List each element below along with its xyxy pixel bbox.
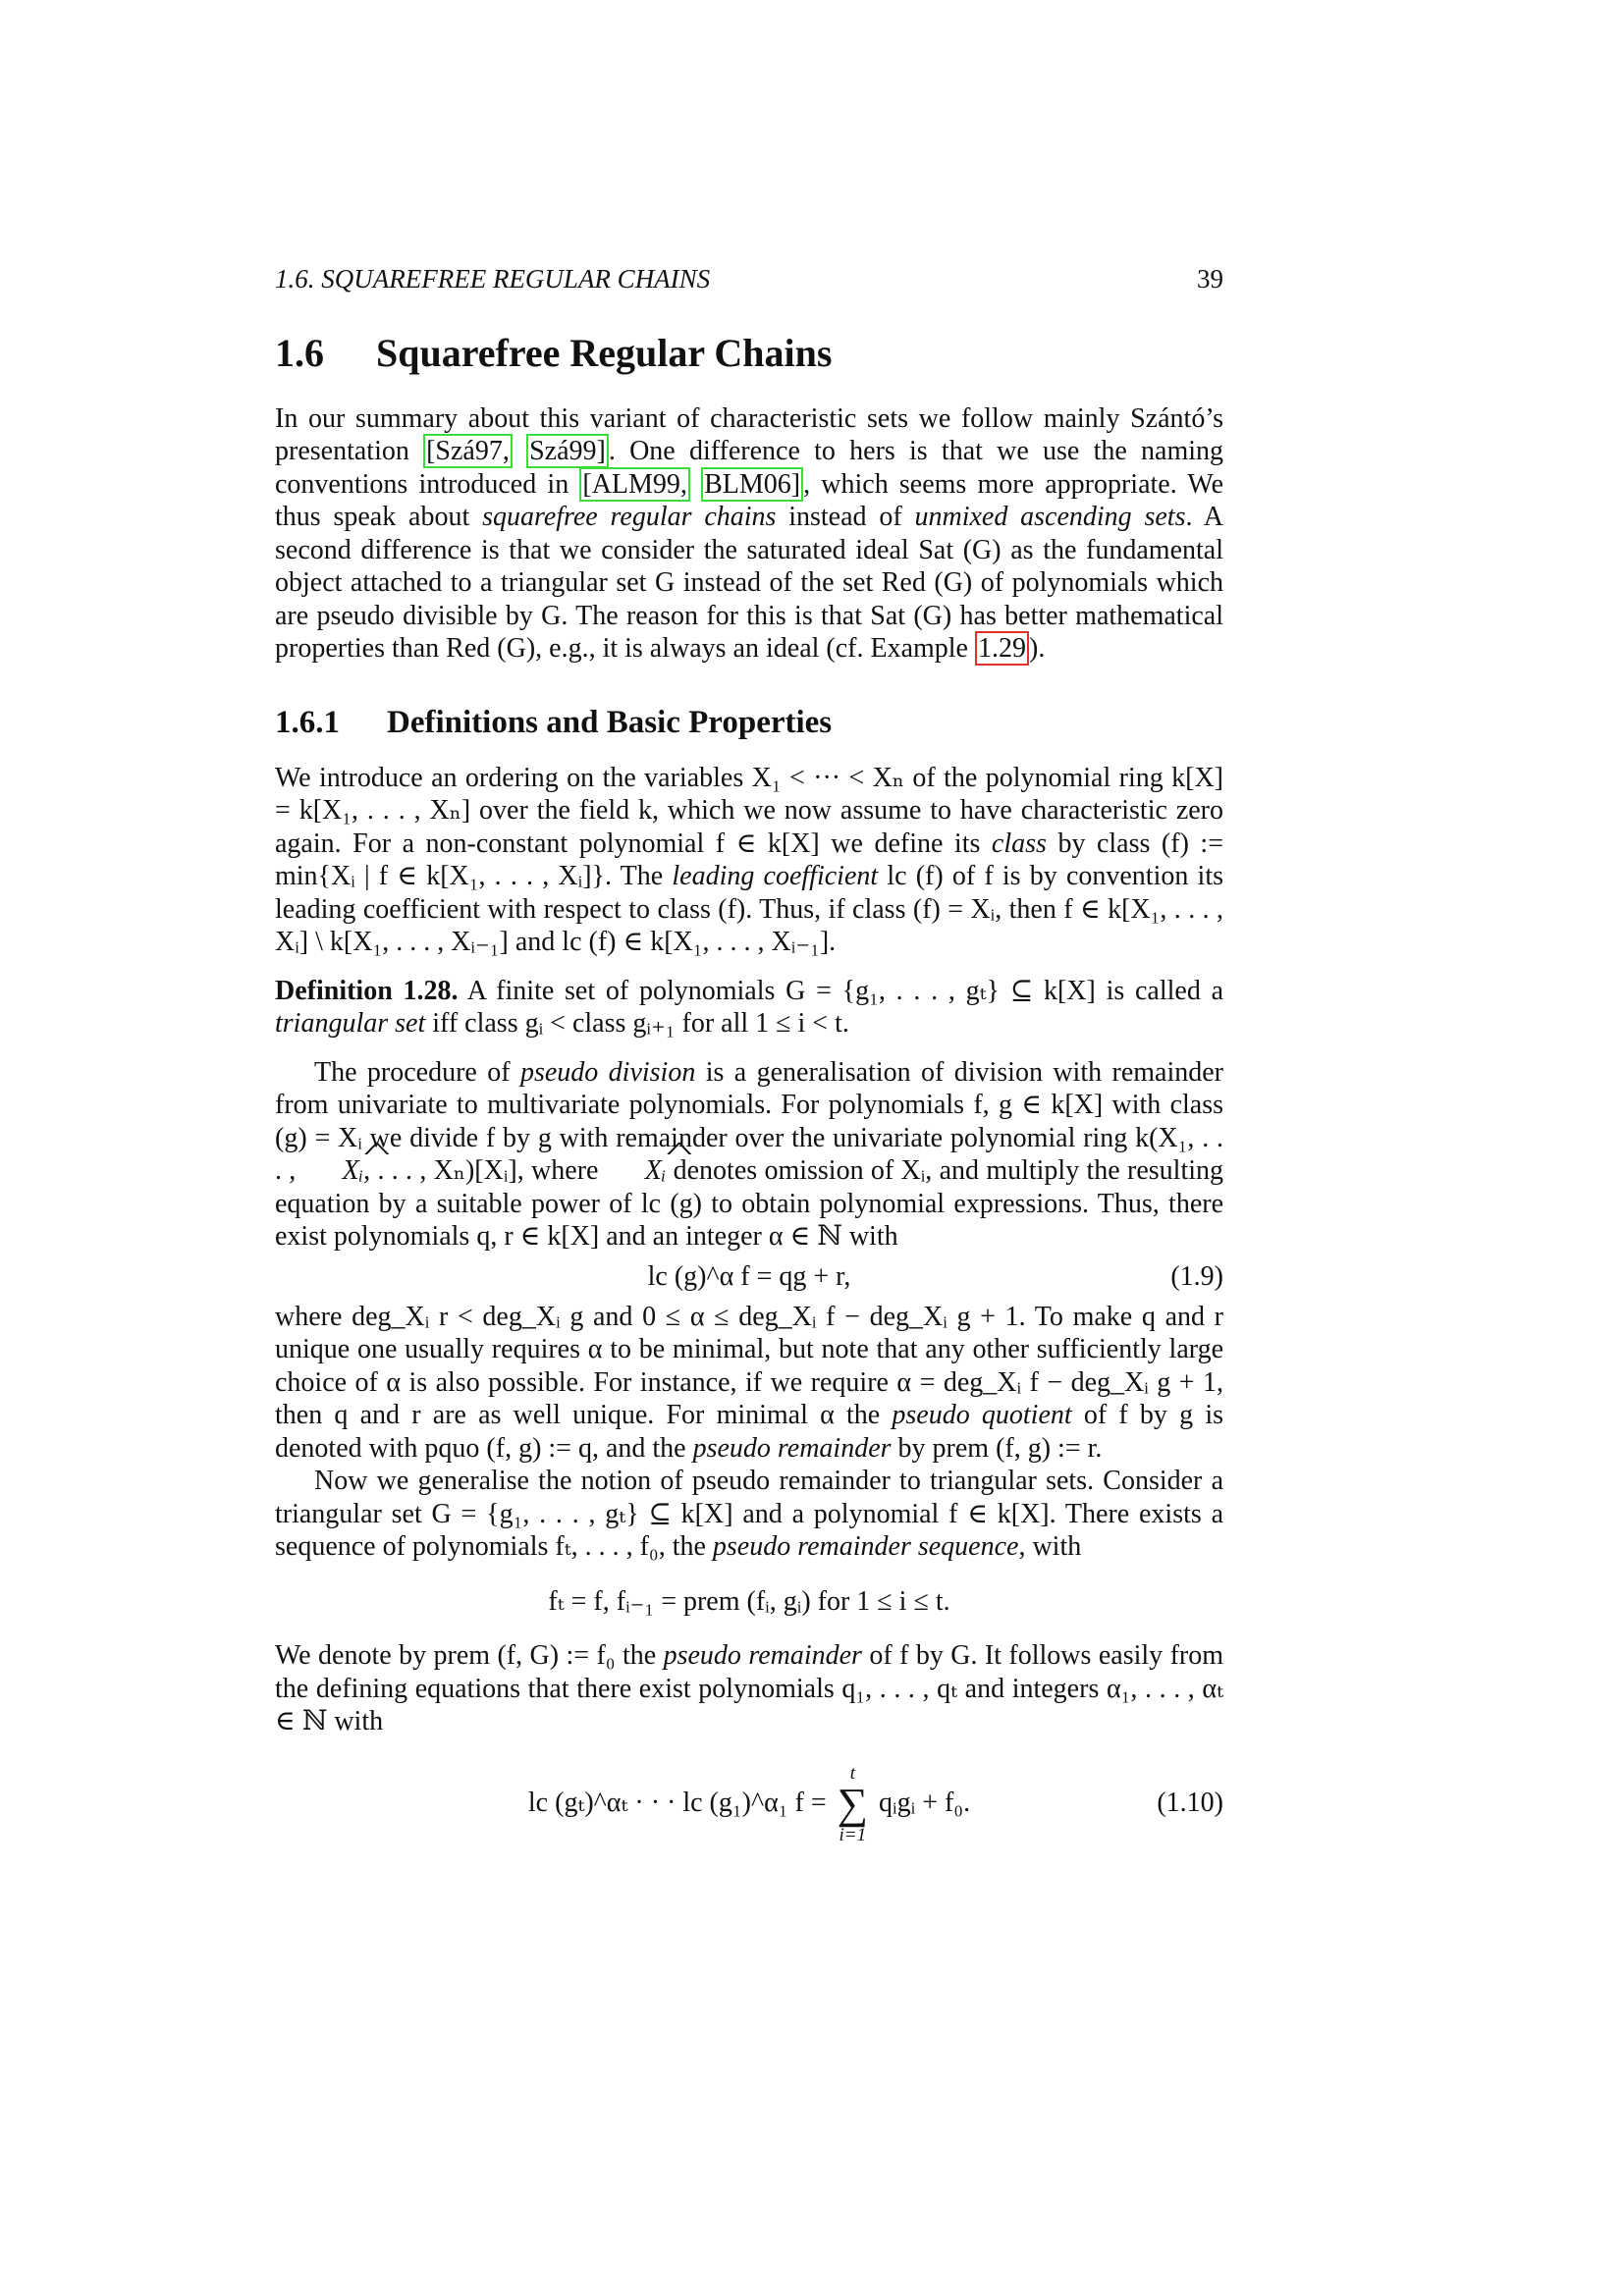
emphasis: pseudo quotient (892, 1400, 1072, 1430)
emphasis: leading coefficient (672, 861, 879, 891)
text-run: We introduce an ordering on the variables X₁ < ··· < Xₙ of the polynomial ring k[X] = k[X₁, . . . , Xₙ] over the field k, which we now assume to have characteristic zero again. For a non-constant polynomial f ∈ k[X] we define its (275, 762, 1223, 859)
text-run: where deg_Xᵢ r < deg_Xᵢ g and 0 ≤ α ≤ deg_Xᵢ f − deg_Xᵢ g + 1. To make q and r unique one usually requires α to be minimal, but note that any other sufficiently large choice of α is also possible. For instance, if we require α = deg_Xᵢ f − deg_Xᵢ g + 1, then q and r are as well unique. For minimal α the (275, 1301, 1223, 1430)
subsection-heading (275, 703, 1223, 742)
text-run: A finite set of polynomials G = {g₁, . . . , gₜ} ⊆ k[X] is called a (458, 975, 1224, 1006)
example-link[interactable]: 1.29 (975, 631, 1029, 666)
subsection-title: Definitions and Basic Properties (387, 704, 833, 740)
ordering-paragraph (275, 762, 1223, 959)
citation-link[interactable]: BLM06] (701, 467, 803, 502)
text-run: We denote by prem (f, G) := f₀ the (275, 1640, 664, 1671)
prem-definition-paragraph (275, 1639, 1223, 1738)
remainder-sequence-paragraph (275, 1465, 1223, 1564)
definition-block (275, 975, 1223, 1041)
sum-lower-limit: i=1 (839, 1825, 867, 1846)
text-run: In our summary about this variant of characteristic sets we follow mainly Szántó’s presentation (275, 402, 1223, 466)
pseudo-division-paragraph (275, 1056, 1223, 1254)
omitted-variable: ^ Xᵢ (606, 1154, 667, 1188)
text-run: of f by G. It follows easily from the defining equations that there exist polynomials q₁, . . . , qₜ and integers α₁, . . . , αₜ ∈ ℕ with (275, 1640, 1223, 1736)
equation-1-9 (275, 1257, 1223, 1297)
text-run: . A second difference is that we consider the saturated ideal Sat (G) as the fundamental object attached to a triangular set G instead of the set Red (G) of polynomials which are pseudo divisible by G. The reason for this is that Sat (G) has better mathematical properties than Red (G), e.g., it is always an ideal (cf. Example (275, 502, 1223, 664)
text-run: by class (f) := min{Xᵢ | f ∈ k[X₁, . . . , Xᵢ]}. The (275, 828, 1223, 891)
subsection-number: 1.6.1 (275, 704, 340, 740)
summation (838, 1764, 868, 1844)
equation-lhs: lc (gₜ)^αₜ · · · lc (g₁)^α₁ f = (527, 1787, 834, 1818)
citation-link[interactable]: [ALM99, (579, 467, 690, 502)
emphasis: squarefree regular chains (482, 502, 777, 532)
section-title: Squarefree Regular Chains (376, 330, 833, 375)
emphasis: pseudo remainder sequence (712, 1531, 1019, 1562)
degree-bounds-paragraph (275, 1301, 1223, 1466)
text-run: is a generalisation of division with remainder from univariate to multivariate polynomials. For polynomials f, g ∈ k[X] with class (g) = Xᵢ we divide f by g with remainder over the univariate polynomial ring k(X₁, . . . , (275, 1056, 1223, 1186)
text-run: , with (1018, 1531, 1082, 1562)
page-number: 39 (1197, 264, 1223, 294)
text-run: . One difference to hers is that we use the naming conventions introduced in (275, 436, 1223, 500)
text-run: , which seems more appropriate. We thus speak about (275, 468, 1224, 532)
emphasis: unmixed ascending sets (914, 502, 1186, 532)
text-run: lc (f) of f is by convention its leading coefficient with respect to class (f). Thus, if class (f) = Xᵢ, then f ∈ k[X₁, . . . , Xᵢ] \ k[X₁, . . . , Xᵢ₋₁] and lc (f) ∈ k[X₁, . . . , Xᵢ₋₁]. (275, 861, 1223, 957)
emphasis: pseudo division (519, 1056, 696, 1088)
remainder-sequence-display: fₜ = f, fᵢ₋₁ = prem (fᵢ, gᵢ) for 1 ≤ i ≤ t. (548, 1585, 950, 1617)
text-run: Now we generalise the notion of pseudo remainder to triangular sets. Consider a triangular set G = {g₁, . . . , gₜ} ⊆ k[X] and a polynomial f ∈ k[X]. There exists a sequence of polynomials fₜ, . . . , f₀, the (275, 1466, 1223, 1562)
equation-rhs: qᵢgᵢ + f₀. (872, 1787, 971, 1818)
running-title: 1.6. SQUAREFREE REGULAR CHAINS (275, 264, 711, 294)
text-run: ). (1029, 633, 1046, 664)
text-run: by prem (f, g) := r. (891, 1432, 1103, 1464)
equation-1-10 (275, 1756, 1223, 1850)
text-run: The procedure of (314, 1056, 520, 1088)
running-head (275, 263, 1223, 296)
sigma-symbol: ∑ (837, 1780, 869, 1829)
sum-upper-limit: t (849, 1763, 855, 1785)
emphasis: pseudo remainder (692, 1432, 892, 1464)
text-run: , . . . , Xₙ)[Xᵢ], where (363, 1155, 606, 1186)
section-heading (275, 330, 1223, 377)
intro-paragraph (275, 402, 1223, 666)
text-run: of f by g is denoted with pquo (f, g) := q, and the (275, 1400, 1223, 1464)
equation-number: (1.10) (1157, 1787, 1223, 1818)
emphasis: pseudo remainder (663, 1640, 862, 1671)
text-run: denotes omission of Xᵢ, and multiply the resulting equation by a suitable power of lc (g) to obtain polynomial expressions. Thus, there exist polynomials q, r ∈ k[X] and an integer α ∈ ℕ with (275, 1155, 1224, 1252)
section-number: 1.6 (275, 330, 324, 375)
citation-link[interactable]: [Szá97, (423, 434, 513, 468)
text-run: iff class gᵢ < class gᵢ₊₁ for all 1 ≤ i < t. (425, 1008, 849, 1039)
definition-label: Definition 1.28. (275, 975, 459, 1006)
paper-page (275, 263, 1223, 1864)
equation-body: lc (g)^α f = qg + r, (647, 1260, 851, 1292)
citation-link[interactable]: Szá99] (526, 434, 609, 468)
omitted-variable: ^ Xᵢ (303, 1154, 364, 1188)
emphasis: class (991, 828, 1047, 859)
text-run: instead of (776, 502, 915, 532)
equation-number: (1.9) (1170, 1260, 1223, 1292)
emphasis: triangular set (275, 1008, 426, 1039)
